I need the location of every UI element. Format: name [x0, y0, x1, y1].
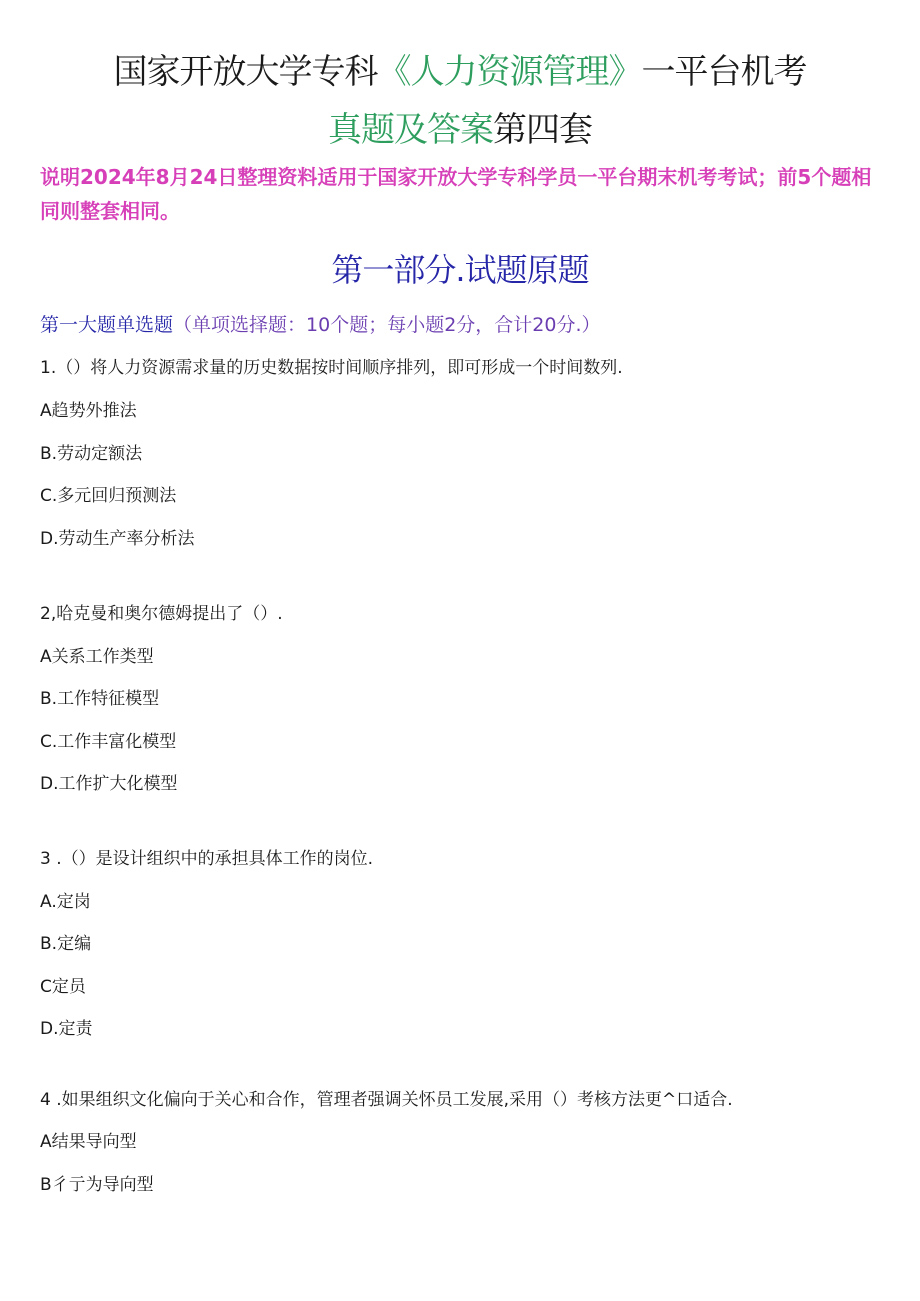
question-4-option-a: A结果导向型: [40, 1132, 137, 1152]
question-3-stem: 3 .（）是设计组织中的承担具体工作的岗位.: [40, 849, 374, 869]
question-2-option-b: B.工作特征模型: [40, 689, 160, 709]
question-2-option-d: D.工作扩大化模型: [40, 774, 178, 794]
title-answers: 真题及答案: [328, 110, 493, 150]
question-1-option-d: D.劳动生产率分析法: [40, 529, 195, 549]
question-1-option-a: A趋势外推法: [40, 401, 137, 421]
section-heading: [40, 311, 601, 339]
question-4-stem: 4 .如果组织文化偏向于关心和合作，管理者强调关怀员工发展,采用（）考核方法更^口适合.: [40, 1090, 733, 1110]
section-heading-title: 第一大题单选题: [40, 314, 174, 336]
question-2-stem: 2,哈克曼和奥尔德姆提出了（）.: [40, 604, 283, 624]
title-suffix: 一平台机考: [641, 52, 807, 92]
section-heading-detail: （单项选择题：10个题；每小题2分，合计20分.）: [173, 314, 601, 336]
question-3-option-b: B.定编: [40, 934, 92, 954]
part-heading: 第一部分.试题原题: [331, 251, 589, 289]
question-1-option-b: B.劳动定额法: [40, 444, 143, 464]
question-4-option-b: B彳亍为导向型: [40, 1175, 154, 1195]
title-set-number: 第四套: [493, 110, 592, 150]
usage-note: 说明2024年8月24日整理资料适用于国家开放大学专科学员一平台期末机考考试；前5个题相同则整套相同。: [40, 165, 872, 223]
question-1-option-c: C.多元回归预测法: [40, 486, 177, 506]
title-prefix: 国家开放大学专科: [113, 52, 378, 92]
question-3-option-a: A.定岗: [40, 892, 91, 912]
question-2-option-c: C.工作丰富化模型: [40, 732, 177, 752]
question-3-option-d: D.定责: [40, 1019, 93, 1039]
course-name: 《人力资源管理》: [377, 52, 642, 92]
question-2-option-a: A关系工作类型: [40, 647, 154, 667]
document-title-line-1: [0, 52, 920, 92]
question-1-stem: 1.（）将人力资源需求量的历史数据按时间顺序排列，即可形成一个时间数列.: [40, 358, 623, 378]
question-3-option-c: C定员: [40, 977, 86, 997]
document-title-line-2: [0, 110, 920, 150]
